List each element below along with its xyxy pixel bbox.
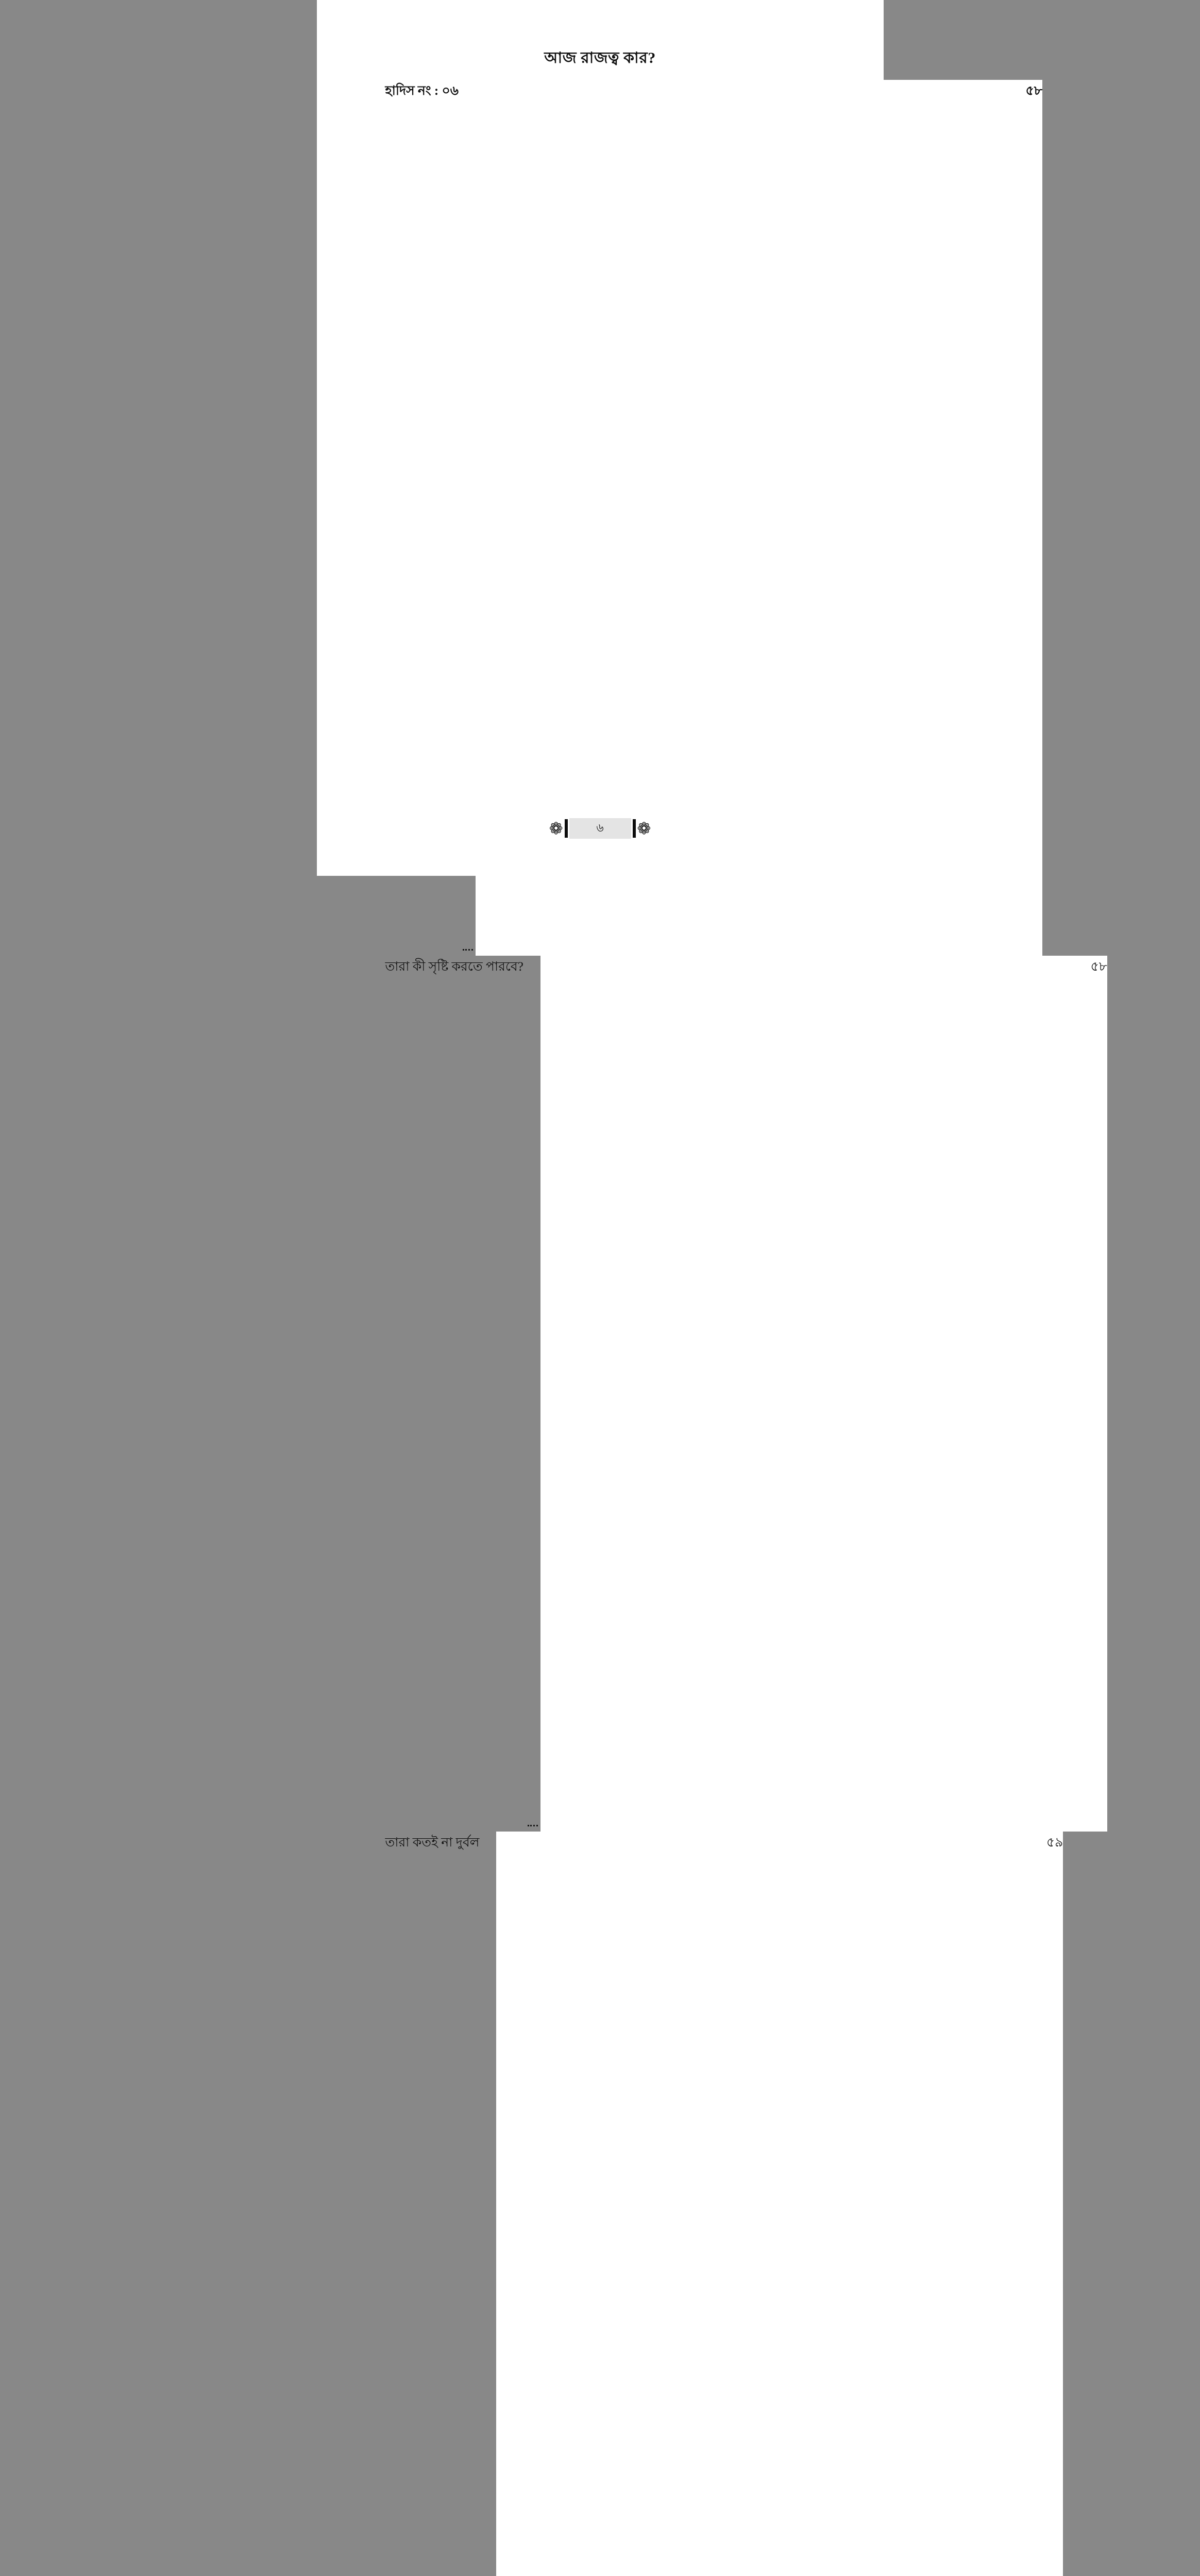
toc xyxy=(317,80,1107,2576)
ornament-bar-right xyxy=(633,819,636,838)
toc-page-number: ৫৮ xyxy=(540,956,1107,1832)
toc-entry-label: হাদিস নং : ০৬ xyxy=(385,84,459,98)
toc-entry-label: তারা কতই না দুর্বল xyxy=(385,1836,480,1850)
toc-page-number: ৫৮ xyxy=(476,80,1042,956)
floral-ornament-right-icon: ❁ xyxy=(637,819,651,838)
footer-page-number: ৬ xyxy=(569,818,631,839)
dot-leader xyxy=(463,949,473,951)
page-footer xyxy=(317,818,884,839)
toc-entry-label: তারা কী সৃষ্টি করতে পারবে? xyxy=(385,960,523,974)
dot-leader xyxy=(528,1825,538,1826)
toc-page-number: ৫৯ xyxy=(496,1832,1063,2576)
floral-ornament-left-icon: ❁ xyxy=(549,819,563,838)
page-title: আজ রাজত্ব কার? xyxy=(544,49,656,66)
book-page xyxy=(317,0,1107,1850)
ornament-bar-left xyxy=(565,819,568,838)
toc-entry xyxy=(385,1832,1063,2576)
toc-entry xyxy=(385,956,1107,1832)
